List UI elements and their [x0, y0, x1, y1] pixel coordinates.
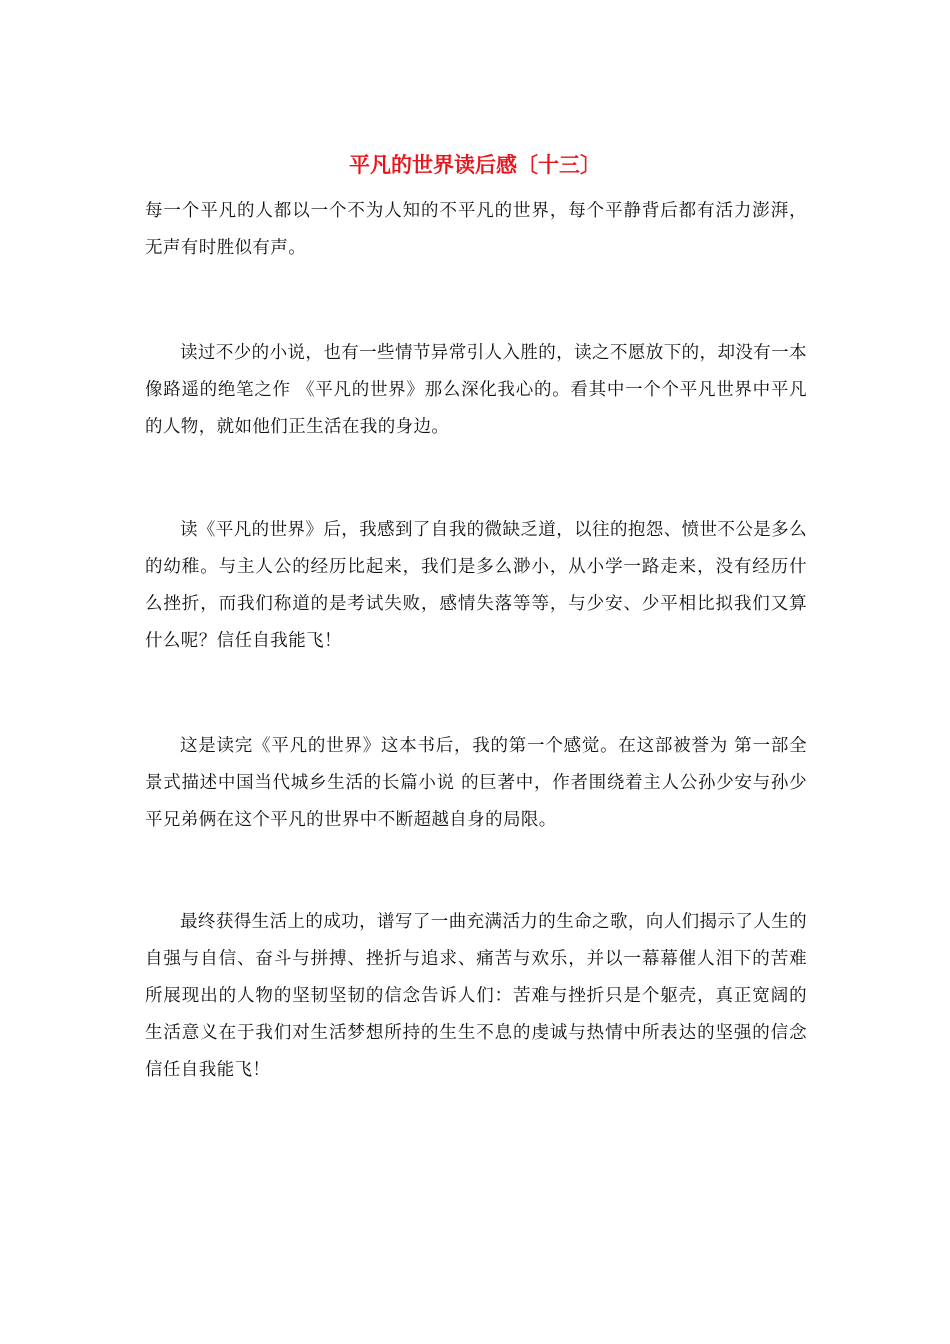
- paragraph-2: 读过不少的小说，也有一些情节异常引人入胜的，读之不愿放下的，却没有一本像路遥的绝笔之作 《平凡的世界》那么深化我心的。看其中一个个平凡世界中平凡的人物，就如他们正生活在我的身边。: [145, 343, 807, 437]
- document-title: 平凡的世界读后感〔十三〕: [349, 152, 601, 177]
- paragraph-intro: 每一个平凡的人都以一个不为人知的不平凡的世界，每个平静背后都有活力澎湃，无声有时胜似有声。: [145, 201, 807, 258]
- paragraph-4: 这是读完《平凡的世界》这本书后，我的第一个感觉。在这部被誉为 第一部全景式描述中国当代城乡生活的长篇小说 的巨著中，作者围绕着主人公孙少安与孙少平兄弟俩在这个平凡的世界中不断超越自身的局限。: [145, 736, 807, 830]
- paragraph-3: 读《平凡的世界》后，我感到了自我的微缺乏道，以往的抱怨、愤世不公是多么的幼稚。与主人公的经历比起来，我们是多么渺小，从小学一路走来，没有经历什么挫折，而我们称道的是考试失败，感情失落等等，与少安、少平相比拟我们又算什么呢？信任自我能飞！: [145, 520, 807, 651]
- paragraph-5: 最终获得生活上的成功，谱写了一曲充满活力的生命之歌，向人们揭示了人生的自强与自信、奋斗与拼搏、挫折与追求、痛苦与欢乐，并以一幕幕催人泪下的苦难所展现出的人物的坚韧坚韧的信念告诉人们：苦难与挫折只是个躯壳，真正宽阔的生活意义在于我们对生活梦想所持的生生不息的虔诚与热情中所表达的坚强的信念 信任自我能飞！: [145, 912, 807, 1080]
